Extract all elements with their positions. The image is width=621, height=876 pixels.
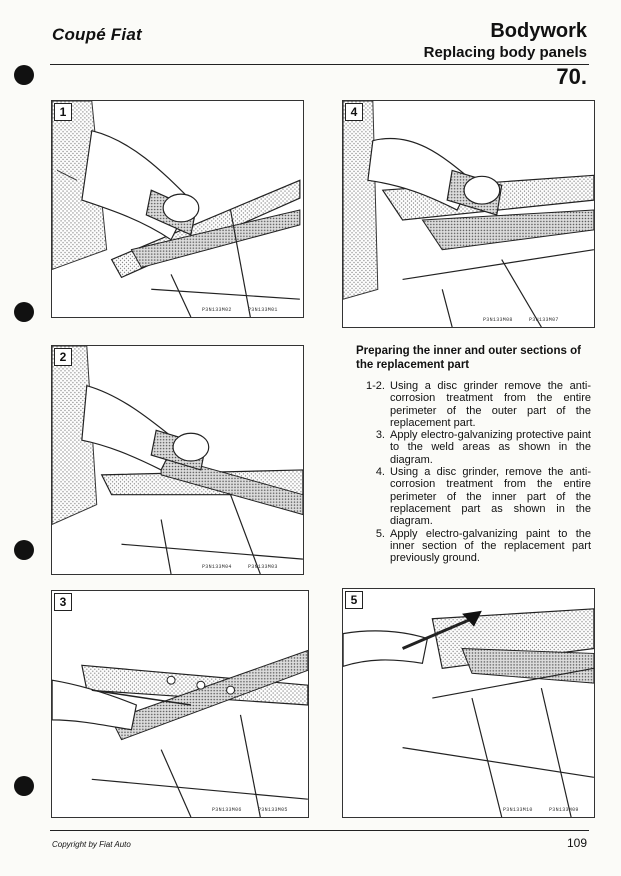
page-code: 70.	[556, 64, 587, 89]
figure-ref: P3N133M01	[248, 307, 278, 313]
step-number: 3.	[375, 429, 385, 442]
figure-ref: P3N133M09	[549, 807, 579, 813]
figure-ref: P3N133M03	[248, 564, 278, 570]
figure-5	[342, 588, 595, 818]
procedure-step	[356, 429, 591, 466]
binder-hole	[14, 540, 34, 560]
procedure-step	[356, 380, 591, 429]
figure-ref: P3N133M05	[258, 807, 288, 813]
figure-number: 3	[54, 593, 72, 611]
header-rule	[50, 64, 589, 65]
figure-ref: P3N133M04	[202, 564, 232, 570]
subsection-title: Replacing body panels	[423, 44, 587, 61]
footer-rule	[50, 830, 589, 831]
figure-4-illustration	[343, 101, 594, 327]
procedure-text	[356, 344, 591, 564]
figure-number: 1	[54, 103, 72, 121]
figure-number: 4	[345, 103, 363, 121]
figure-2-illustration	[52, 346, 303, 574]
binder-hole	[14, 776, 34, 796]
step-text: Apply electro-galvanizing protective paint to the weld areas as shown in the diagram.	[390, 429, 591, 466]
figure-number: 2	[54, 348, 72, 366]
section-title: Bodywork	[490, 20, 587, 42]
figure-number: 5	[345, 591, 363, 609]
figure-4	[342, 100, 595, 328]
brand-title: Coupé Fiat	[52, 25, 142, 44]
copyright-notice: Copyright by Fiat Auto	[52, 840, 131, 849]
figure-3-illustration	[52, 591, 308, 817]
binder-hole	[14, 302, 34, 322]
step-number: 5.	[375, 527, 385, 540]
page-number: 109	[566, 836, 587, 850]
figure-ref: P3N133M08	[483, 317, 513, 323]
figure-1-illustration	[52, 101, 303, 317]
procedure-step	[356, 528, 591, 565]
binder-hole	[14, 65, 34, 85]
step-text: Using a disc grinder, remove the anti-corrosion treatment from the entire perimeter of the inner part of the replacement part as shown in the diagram.	[390, 466, 591, 528]
figure-2	[51, 345, 304, 575]
step-number: 1-2.	[366, 380, 385, 392]
step-number: 4.	[375, 466, 385, 479]
figure-ref: P3N133M02	[202, 307, 232, 313]
step-text: Using a disc grinder remove the anti-corrosion treatment from the entire perimeter of the outer part of the replacement part.	[390, 380, 591, 429]
figure-1	[51, 100, 304, 318]
figure-ref: P3N133M07	[529, 317, 559, 323]
figure-ref: P3N133M10	[503, 807, 533, 813]
figure-ref: P3N133M06	[212, 807, 242, 813]
procedure-step	[356, 466, 591, 527]
figure-3	[51, 590, 309, 818]
figure-5-illustration	[343, 589, 594, 817]
procedure-heading: Preparing the inner and outer sections of the replacement part	[356, 345, 581, 371]
step-text: Apply electro-galvanizing paint to the inner section of the replacement part previously ground.	[390, 527, 591, 565]
